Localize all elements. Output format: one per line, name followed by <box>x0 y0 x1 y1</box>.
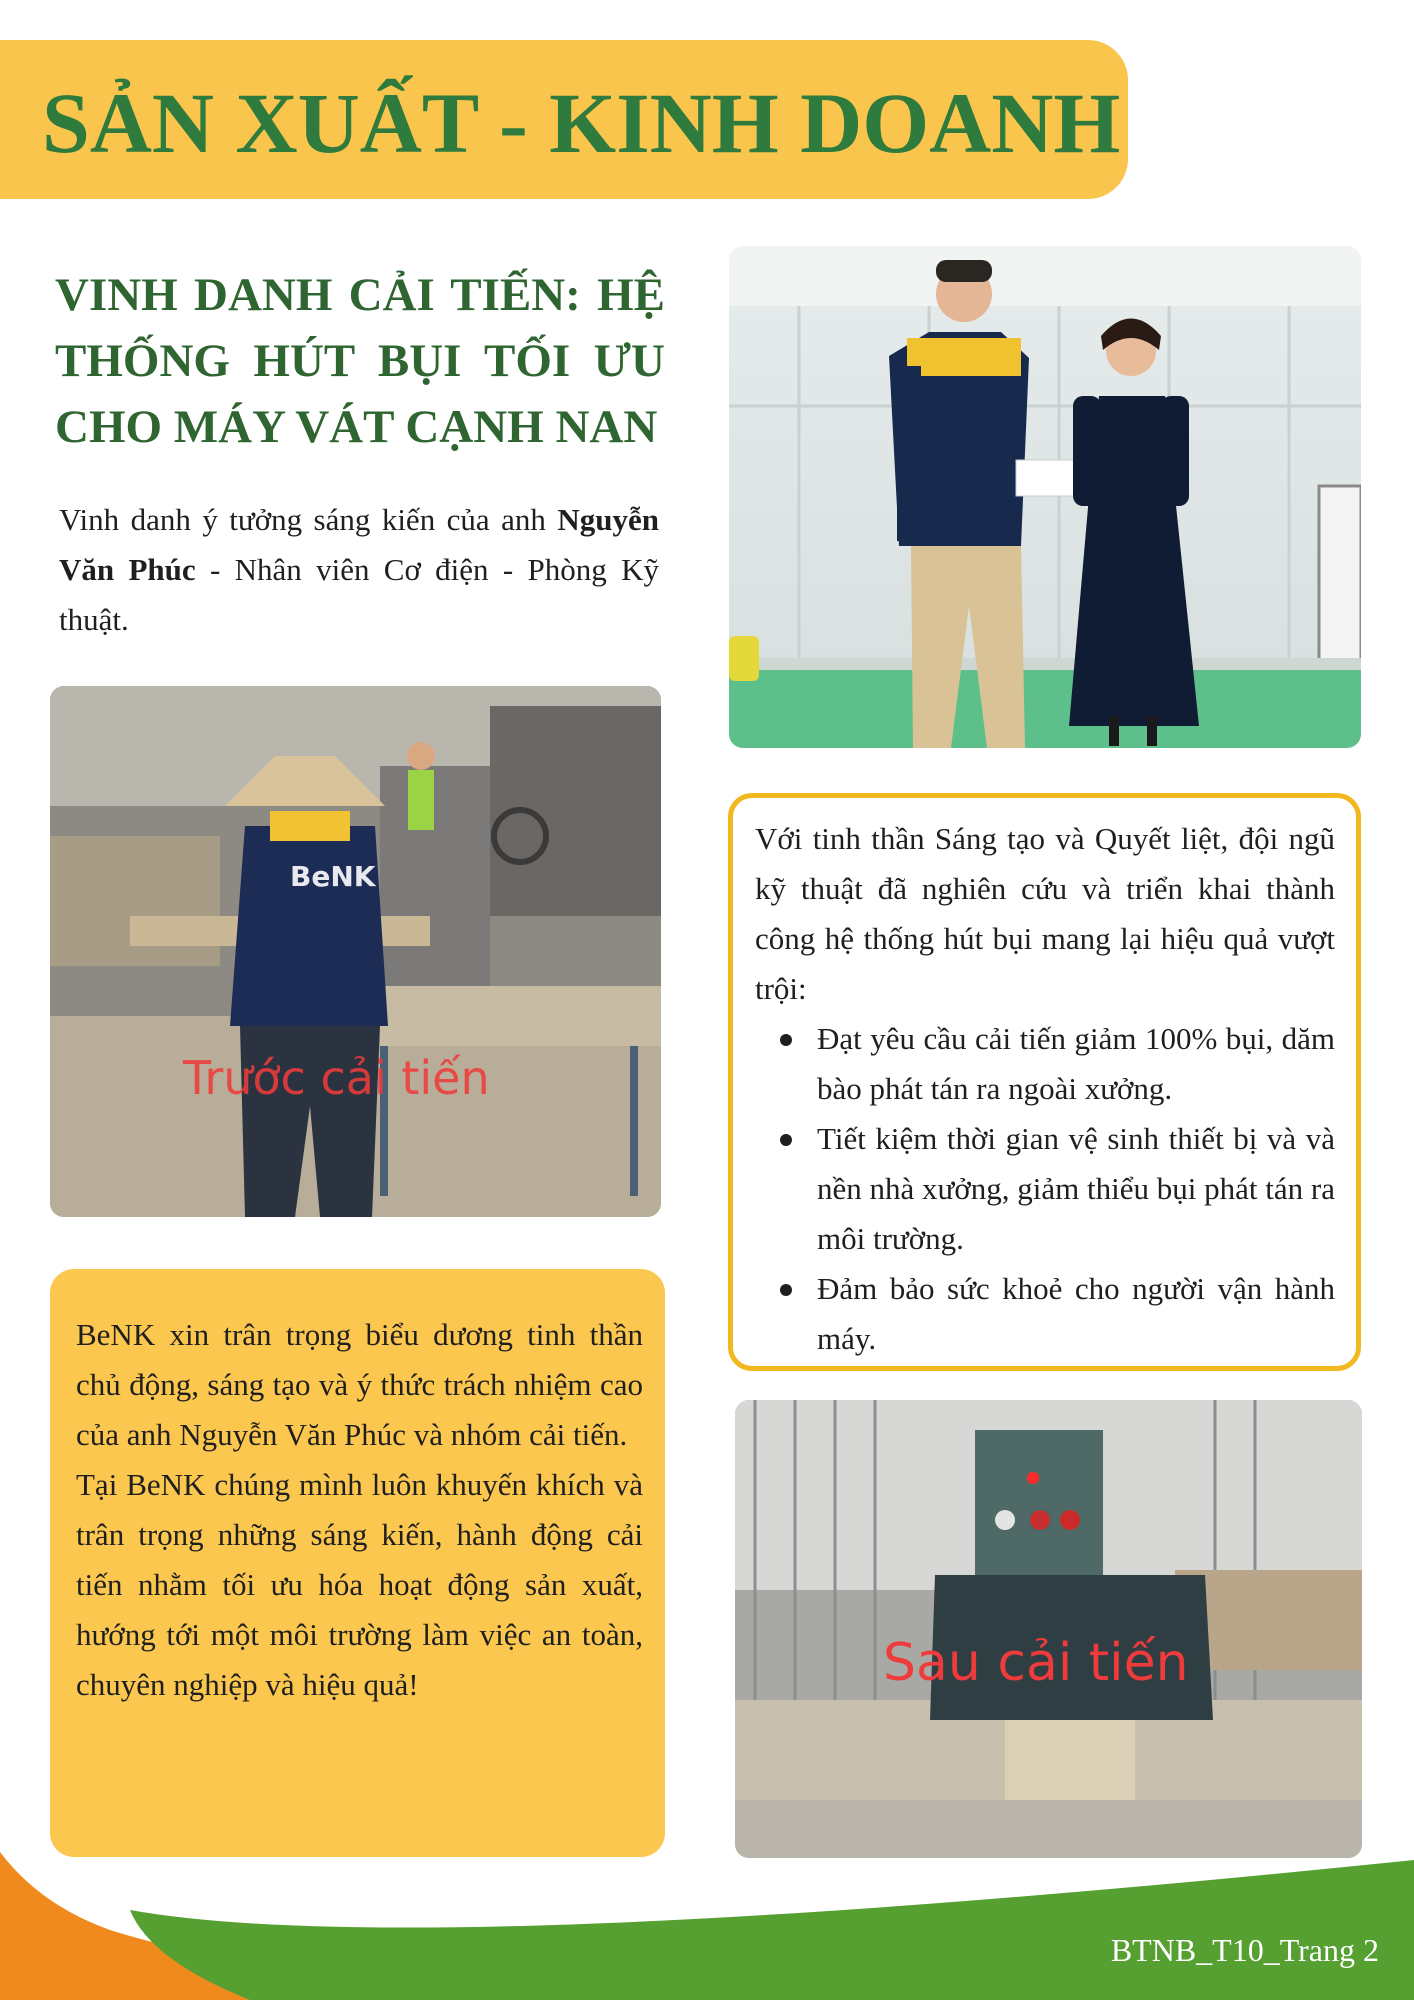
results-intro: Với tinh thần Sáng tạo và Quyết liệt, đội ngũ kỹ thuật đã nghiên cứu và triển khai thành công hệ thống hút bụi mang lại hiệu quả vượt trội: <box>755 821 1335 1006</box>
before-improvement-photo <box>50 686 661 1217</box>
intro-suffix: - Nhân viên Cơ điện - Phòng Kỹ thuật. <box>59 552 659 637</box>
recognition-text <box>76 1310 643 1710</box>
article-intro <box>59 495 659 645</box>
intro-prefix: Vinh danh ý tưởng sáng kiến của anh <box>59 502 558 537</box>
list-item <box>755 1014 1335 1114</box>
results-list <box>755 1014 1335 1364</box>
after-improvement-label: Sau cải tiến <box>883 1633 1189 1693</box>
award-ceremony-photo <box>729 246 1361 748</box>
before-improvement-label: Trước cải tiến <box>183 1051 490 1105</box>
bullet-icon <box>780 1134 792 1146</box>
footer-decoration <box>0 1850 1414 2000</box>
section-title: SẢN XUẤT - KINH DOANH <box>42 75 1121 171</box>
recognition-paragraph: Tại BeNK chúng mình luôn khuyến khích và trân trọng những sáng kiến, hành động cải tiến nhằm tối ưu hóa hoạt động sản xuất, hướng tới một môi trường làm việc an toàn, chuyên nghiệp và hiệu quả! <box>76 1467 643 1702</box>
list-item <box>755 1114 1335 1264</box>
result-text: Tiết kiệm thời gian vệ sinh thiết bị và và nền nhà xưởng, giảm thiểu bụi phát tán ra môi trường. <box>817 1121 1335 1256</box>
jacket-logo: BeNK <box>290 860 376 893</box>
recognition-paragraph: BeNK xin trân trọng biểu dương tinh thần chủ động, sáng tạo và ý thức trách nhiệm cao của anh Nguyễn Văn Phúc và nhóm cải tiến. <box>76 1317 643 1452</box>
result-text: Đảm bảo sức khoẻ cho người vận hành máy. <box>817 1271 1335 1356</box>
article-title: VINH DANH CẢI TIẾN: HỆ THỐNG HÚT BỤI TỐI ƯU CHO MÁY VÁT CẠNH NAN <box>55 269 665 453</box>
list-item <box>755 1264 1335 1364</box>
honoree-name: Nguyễn Văn Phúc <box>59 502 659 587</box>
after-improvement-photo <box>735 1400 1362 1858</box>
page-number: BTNB_T10_Trang 2 <box>1110 1932 1379 1968</box>
bullet-icon <box>780 1284 792 1296</box>
bullet-icon <box>780 1034 792 1046</box>
result-text: Đạt yêu cầu cải tiến giảm 100% bụi, dăm bào phát tán ra ngoài xưởng. <box>817 1021 1335 1106</box>
